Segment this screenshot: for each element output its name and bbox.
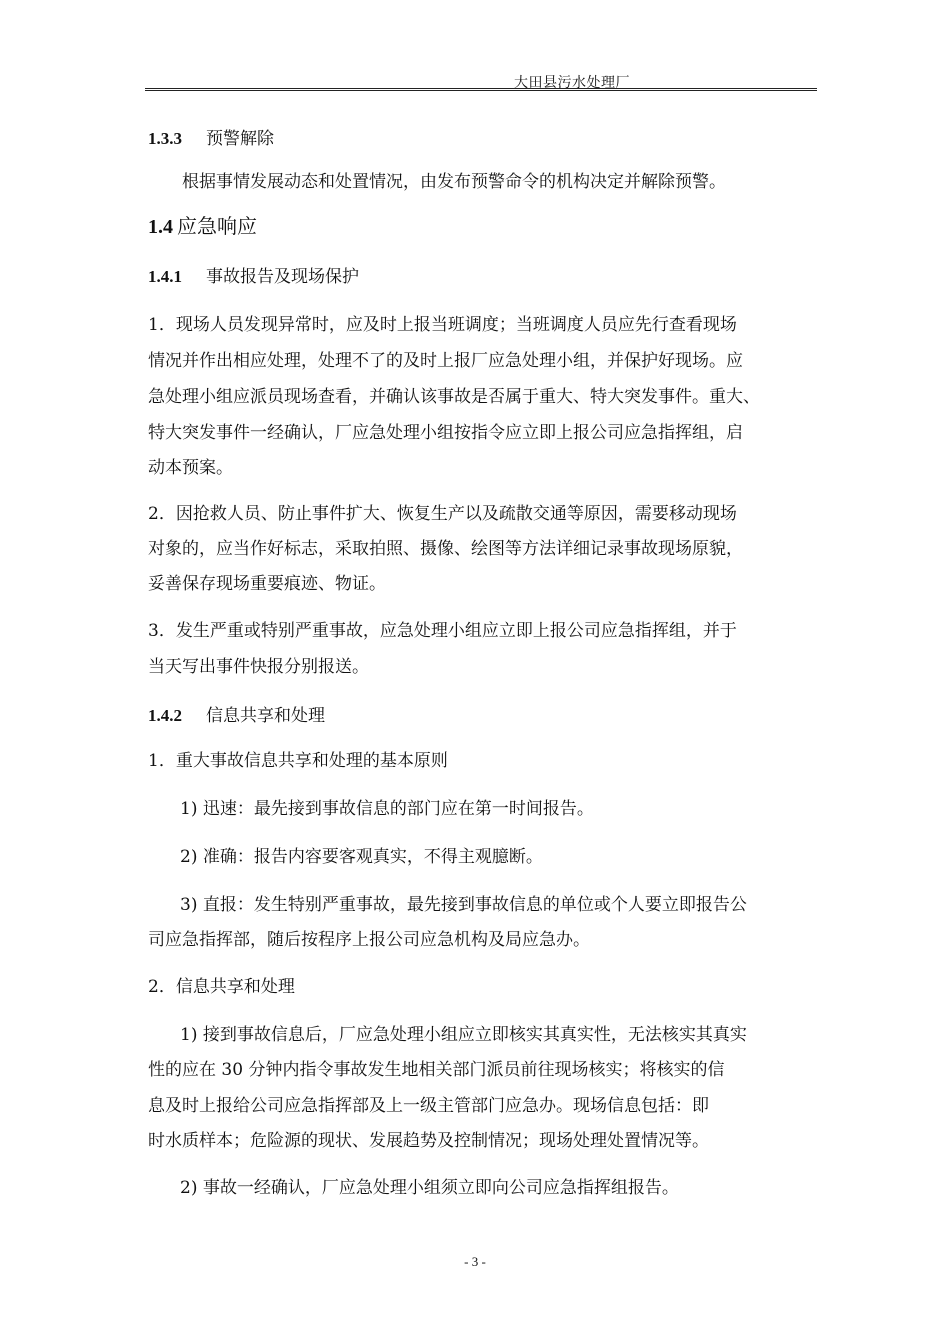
list-item: 2) 准确：报告内容要客观真实，不得主观臆断。: [180, 847, 543, 867]
paragraph-line: 妥善保存现场重要痕迹、物证。: [148, 574, 386, 594]
section-title: 事故报告及现场保护: [206, 267, 359, 287]
paragraph-line: 1．现场人员发现异常时，应及时上报当班调度；当班调度人员应先行查看现场: [148, 315, 737, 335]
page-header-title: 大田县污水处理厂: [514, 75, 630, 91]
heading-1-4: [148, 216, 257, 237]
section-title: 信息共享和处理: [206, 706, 325, 726]
list-item-continuation: 时水质样本；危险源的现状、发展趋势及控制情况；现场处理处置情况等。: [148, 1131, 709, 1151]
section-number: 1.4.2: [148, 706, 182, 725]
list-heading: 1．重大事故信息共享和处理的基本原则: [148, 751, 448, 771]
paragraph-line: 2．因抢救人员、防止事件扩大、恢复生产以及疏散交通等原因，需要移动现场: [148, 504, 737, 524]
page-number: - 3 -: [464, 1254, 486, 1269]
list-item: 2) 事故一经确认，厂应急处理小组须立即向公司应急指挥组报告。: [180, 1178, 679, 1198]
paragraph-line: 急处理小组应派员现场查看，并确认该事故是否属于重大、特大突发事件。重大、: [148, 387, 760, 407]
paragraph-line: 根据事情发展动态和处置情况，由发布预警命令的机构决定并解除预警。: [182, 172, 726, 192]
heading-1-3-3: [148, 130, 274, 148]
list-heading: 2．信息共享和处理: [148, 977, 295, 997]
heading-1-4-1: [148, 268, 359, 286]
header-rule: [145, 88, 817, 91]
paragraph-line: 动本预案。: [148, 458, 233, 478]
paragraph-line: 对象的，应当作好标志，采取拍照、摄像、绘图等方法详细记录事故现场原貌，: [148, 539, 743, 559]
paragraph-line: 特大突发事件一经确认，厂应急处理小组按指令应立即上报公司应急指挥组，启: [148, 423, 743, 443]
list-item: 3) 直报：发生特别严重事故，最先接到事故信息的单位或个人要立即报告公: [180, 895, 747, 915]
section-number: 1.3.3: [148, 129, 182, 148]
section-number: 1.4: [148, 216, 173, 238]
list-item: 1) 接到事故信息后，厂应急处理小组应立即核实其真实性，无法核实其真实: [180, 1025, 747, 1045]
paragraph-line: 3．发生严重或特别严重事故，应急处理小组应立即上报公司应急指挥组，并于: [148, 621, 737, 641]
section-number: 1.4.1: [148, 267, 182, 286]
list-item-continuation: 息及时上报给公司应急指挥部及上一级主管部门应急办。现场信息包括：即: [148, 1096, 709, 1116]
list-item: 1) 迅速：最先接到事故信息的部门应在第一时间报告。: [180, 799, 594, 819]
paragraph-line: 情况并作出相应处理，处理不了的及时上报厂应急处理小组，并保护好现场。应: [148, 351, 743, 371]
section-title: 预警解除: [206, 129, 274, 149]
section-title: 应急响应: [177, 214, 257, 238]
heading-1-4-2: [148, 707, 325, 725]
list-item-continuation: 性的应在 30 分钟内指令事故发生地相关部门派员前往现场核实；将核实的信: [148, 1060, 725, 1080]
list-item-continuation: 司应急指挥部，随后按程序上报公司应急机构及局应急办。: [148, 930, 590, 950]
paragraph-line: 当天写出事件快报分别报送。: [148, 657, 369, 677]
